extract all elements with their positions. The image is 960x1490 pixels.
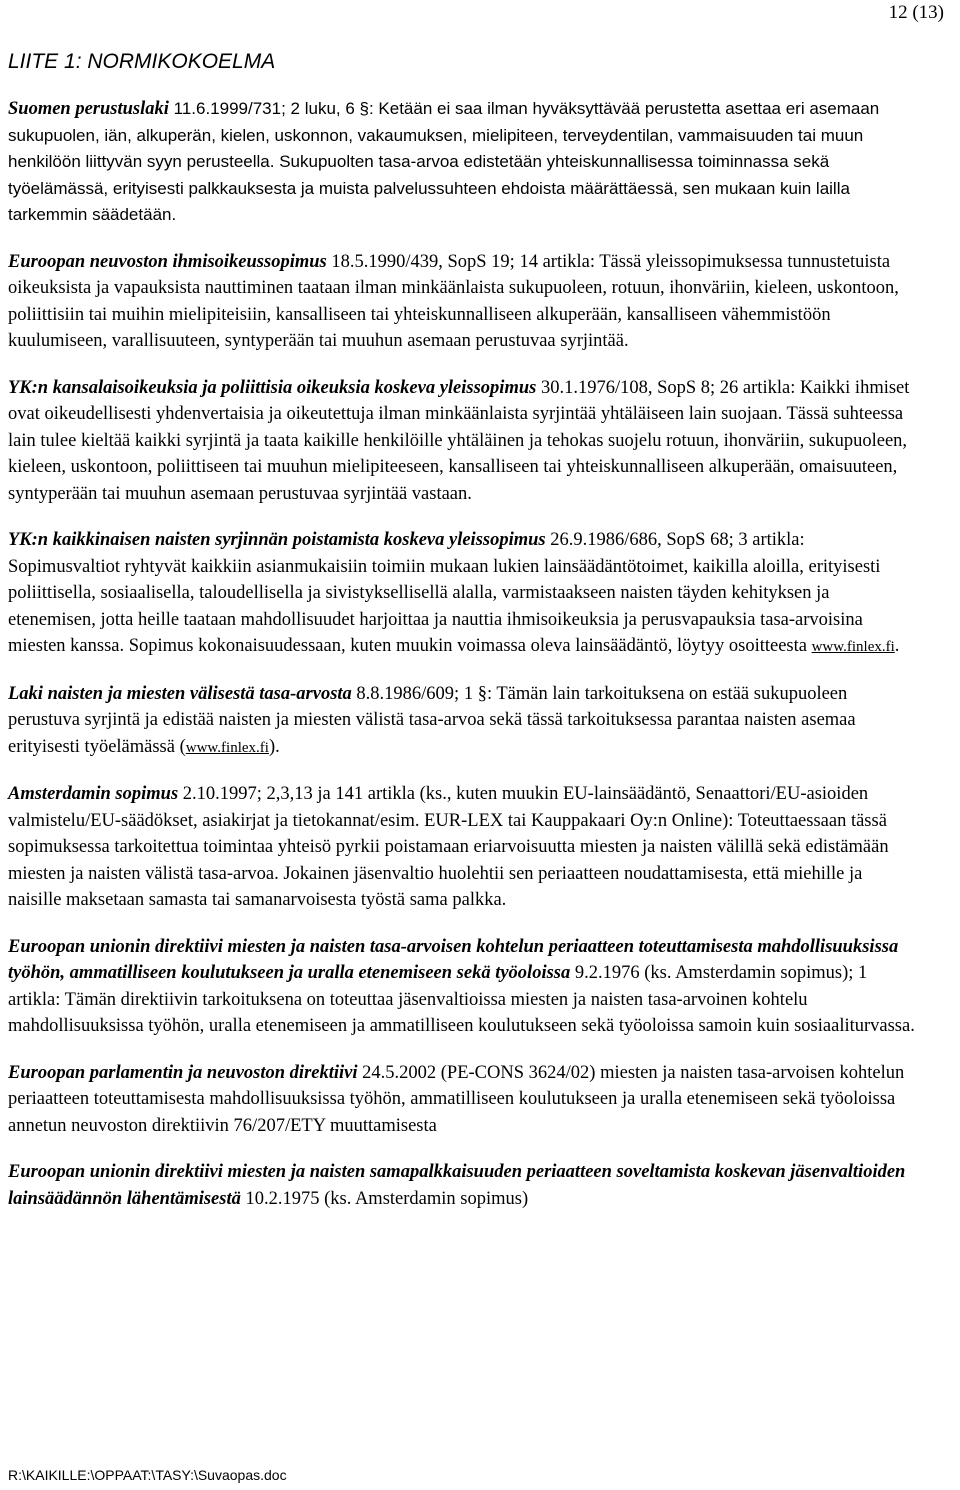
finlex-link[interactable]: www.finlex.fi xyxy=(185,739,269,756)
law-text-tail: . xyxy=(894,636,900,656)
paragraph-eu-direktiivi-2002 xyxy=(8,1060,916,1140)
page-title: LIITE 1: NORMIKOKOELMA xyxy=(8,50,276,73)
file-path-footer: R:\KAIKILLE:\OPPAAT:\TASY:\Suvaopas.doc xyxy=(8,1467,287,1483)
paragraph-tasa-arvolaki xyxy=(8,681,916,762)
document-body xyxy=(8,96,916,1232)
law-text-tail: ). xyxy=(268,736,280,757)
law-title: Euroopan parlamentin ja neuvoston direktiivi xyxy=(8,1062,358,1083)
paragraph-kansalaisoikeudet xyxy=(8,375,916,508)
law-text: 2.10.1997; 2,3,13 ja 141 artikla (ks., kuten muukin EU-lainsäädäntö, Senaattori/EU-asioiden valmistelu/EU-säädökset, asiakirjat ja tietokannat/esim. EUR-LEX tai Kauppakaari Oy:n Online): Toteuttaessaan tässä sopimuksessa tarkoitettua toimintaa yhteisö pyrkii poistamaan eriarvoisuutta miesten ja naisten välillä sekä edistämään miesten ja naisten välistä tasa-arvoa. Jokainen jäsenvaltio huolehtii sen periaatteen noudattamisesta, että miehille ja naisille maksetaan samasta tai samanarvoisesta työstä sama palkka. xyxy=(8,784,889,910)
law-text: 24.5.2002 (PE-CONS 3624/02) miesten ja naisten tasa-arvoisen kohtelun periaatteen toteuttamisesta mahdollisuuksissa työhön, ammatilliseen koulutukseen ja uralla etenemiseen sekä työoloissa annetun neuvoston direktiivin 76/207/ETY muuttamisesta xyxy=(8,1062,905,1136)
paragraph-amsterdam xyxy=(8,781,916,914)
law-text: 11.6.1999/731; 2 luku, 6 §: Ketään ei saa ilman hyväksyttävää perustetta asettaa eri asemaan sukupuolen, iän, alkuperän, kielen, uskonnon, vakaumuksen, mielipiteen, terveydentilan, vammaisuuden tai muun henkilöön liittyvän syyn perusteella. Sukupuolten tasa-arvoa edistetään yhteiskunnallisessa toiminnassa sekä työelämässä, erityisesti palkkauksesta ja muista palvelussuhteen ehdoista määrättäessä, sen mukaan kuin lailla tarkemmin säädetään. xyxy=(8,99,880,224)
law-text: 26.9.1986/686, SopS 68; 3 artikla: Sopimusvaltiot ryhtyvät kaikkiin asianmukaisiin toimiin mukaan lukien lainsäädäntötoimet, kaikilla aloilla, erityisesti poliittisella, sosiaalisella, taloudellisella ja sivistyksellisellä alalla, varmistaakseen naisten täyden kehityksen ja etenemisen, jotta heille taataan mahdollisuudet harjoittaa ja nauttia ihmisoikeuksia ja perusvapauksia tasa-arvoisina miesten kanssa. Sopimus kokonaisuudessaan, kuten muukin voimassa oleva lainsäädäntö, löytyy osoitteesta xyxy=(8,530,881,656)
law-text: 10.2.1975 (ks. Amsterdamin sopimus) xyxy=(240,1188,529,1209)
paragraph-ihmisoikeussopimus xyxy=(8,249,916,355)
paragraph-naisten-syrjinta xyxy=(8,527,916,661)
law-title: Suomen perustuslaki xyxy=(8,99,169,119)
law-title: YK:n kansalaisoikeuksia ja poliittisia oikeuksia koskeva yleissopimus xyxy=(8,377,537,398)
paragraph-eu-direktiivi-1976 xyxy=(8,934,916,1040)
law-title: YK:n kaikkinaisen naisten syrjinnän poistamista koskeva yleissopimus xyxy=(8,530,546,550)
page-number: 12 (13) xyxy=(888,2,944,23)
law-text: 18.5.1990/439, SopS 19; 14 artikla: Tässä yleissopimuksessa tunnustetuista oikeuksista ja vapauksista nauttiminen taataan ilman minkäänlaista sukupuoleen, rotuun, ihonväriin, kieleen, uskontoon, poliittisiin tai muihin mielipiteisiin, kansalliseen tai yhteiskunnalliseen alkuperään, kansalliseen vähemmistöön kuulumiseen, varallisuuteen, syntyperään tai muuhun asemaan perustuvaa syrjintää. xyxy=(8,251,899,351)
law-title: Euroopan unionin direktiivi miesten ja naisten tasa-arvoisen kohtelun periaatteen toteuttamisesta mahdollisuuksissa työhön, ammatilliseen koulutukseen ja uralla etenemiseen sekä työoloissa xyxy=(8,936,899,983)
paragraph-perustuslaki xyxy=(8,96,916,229)
law-title: Euroopan neuvoston ihmisoikeussopimus xyxy=(8,251,327,272)
law-text: 9.2.1976 (ks. Amsterdamin sopimus); 1 artikla: Tämän direktiivin tarkoituksena on toteuttaa jäsenvaltioissa miesten ja naisten tasa-arvoinen kohtelu mahdollisuuksissa työhön, uralla etenemiseen ja ammatilliseen koulutukseen sekä työoloissa samoin kuin sosiaaliturvassa. xyxy=(8,963,915,1036)
law-title: Amsterdamin sopimus xyxy=(8,784,179,804)
law-text: 8.8.1986/609; 1 §: Tämän lain tarkoituksena on estää sukupuoleen perustuva syrjintä ja edistää naisten ja miesten välistä tasa-arvoa sekä tässä tarkoituksessa parantaa naisten asemaa erityisesti työelämässä ( xyxy=(8,683,856,757)
law-title: Laki naisten ja miesten välisestä tasa-arvosta xyxy=(8,683,352,704)
law-title: Euroopan unionin direktiivi miesten ja naisten samapalkkaisuuden periaatteen soveltamista koskevan jäsenvaltioiden lainsäädännön lähentämisestä xyxy=(8,1162,906,1209)
finlex-link[interactable]: www.finlex.fi xyxy=(811,639,895,655)
law-text: 30.1.1976/108, SopS 8; 26 artikla: Kaikki ihmiset ovat oikeudellisesti yhdenvertaisia ja oikeutettuja ilman minkäänlaista syrjintää yhtäläiseen lain suojaan. Tässä suhteessa lain tulee kieltää kaikki syrjintä ja taata kaikille henkilöille yhtäläinen ja tehokas suojelu rotuun, ihonväriin, sukupuoleen, kieleen, uskontoon, poliittiseen tai muuhun mielipiteeseen, kansalliseen tai yhteiskunnalliseen alkuperään, omaisuuteen, syntyperään tai muuhun asemaan perustuvaa syrjintää vastaan. xyxy=(8,377,910,504)
paragraph-eu-direktiivi-1975 xyxy=(8,1159,916,1212)
